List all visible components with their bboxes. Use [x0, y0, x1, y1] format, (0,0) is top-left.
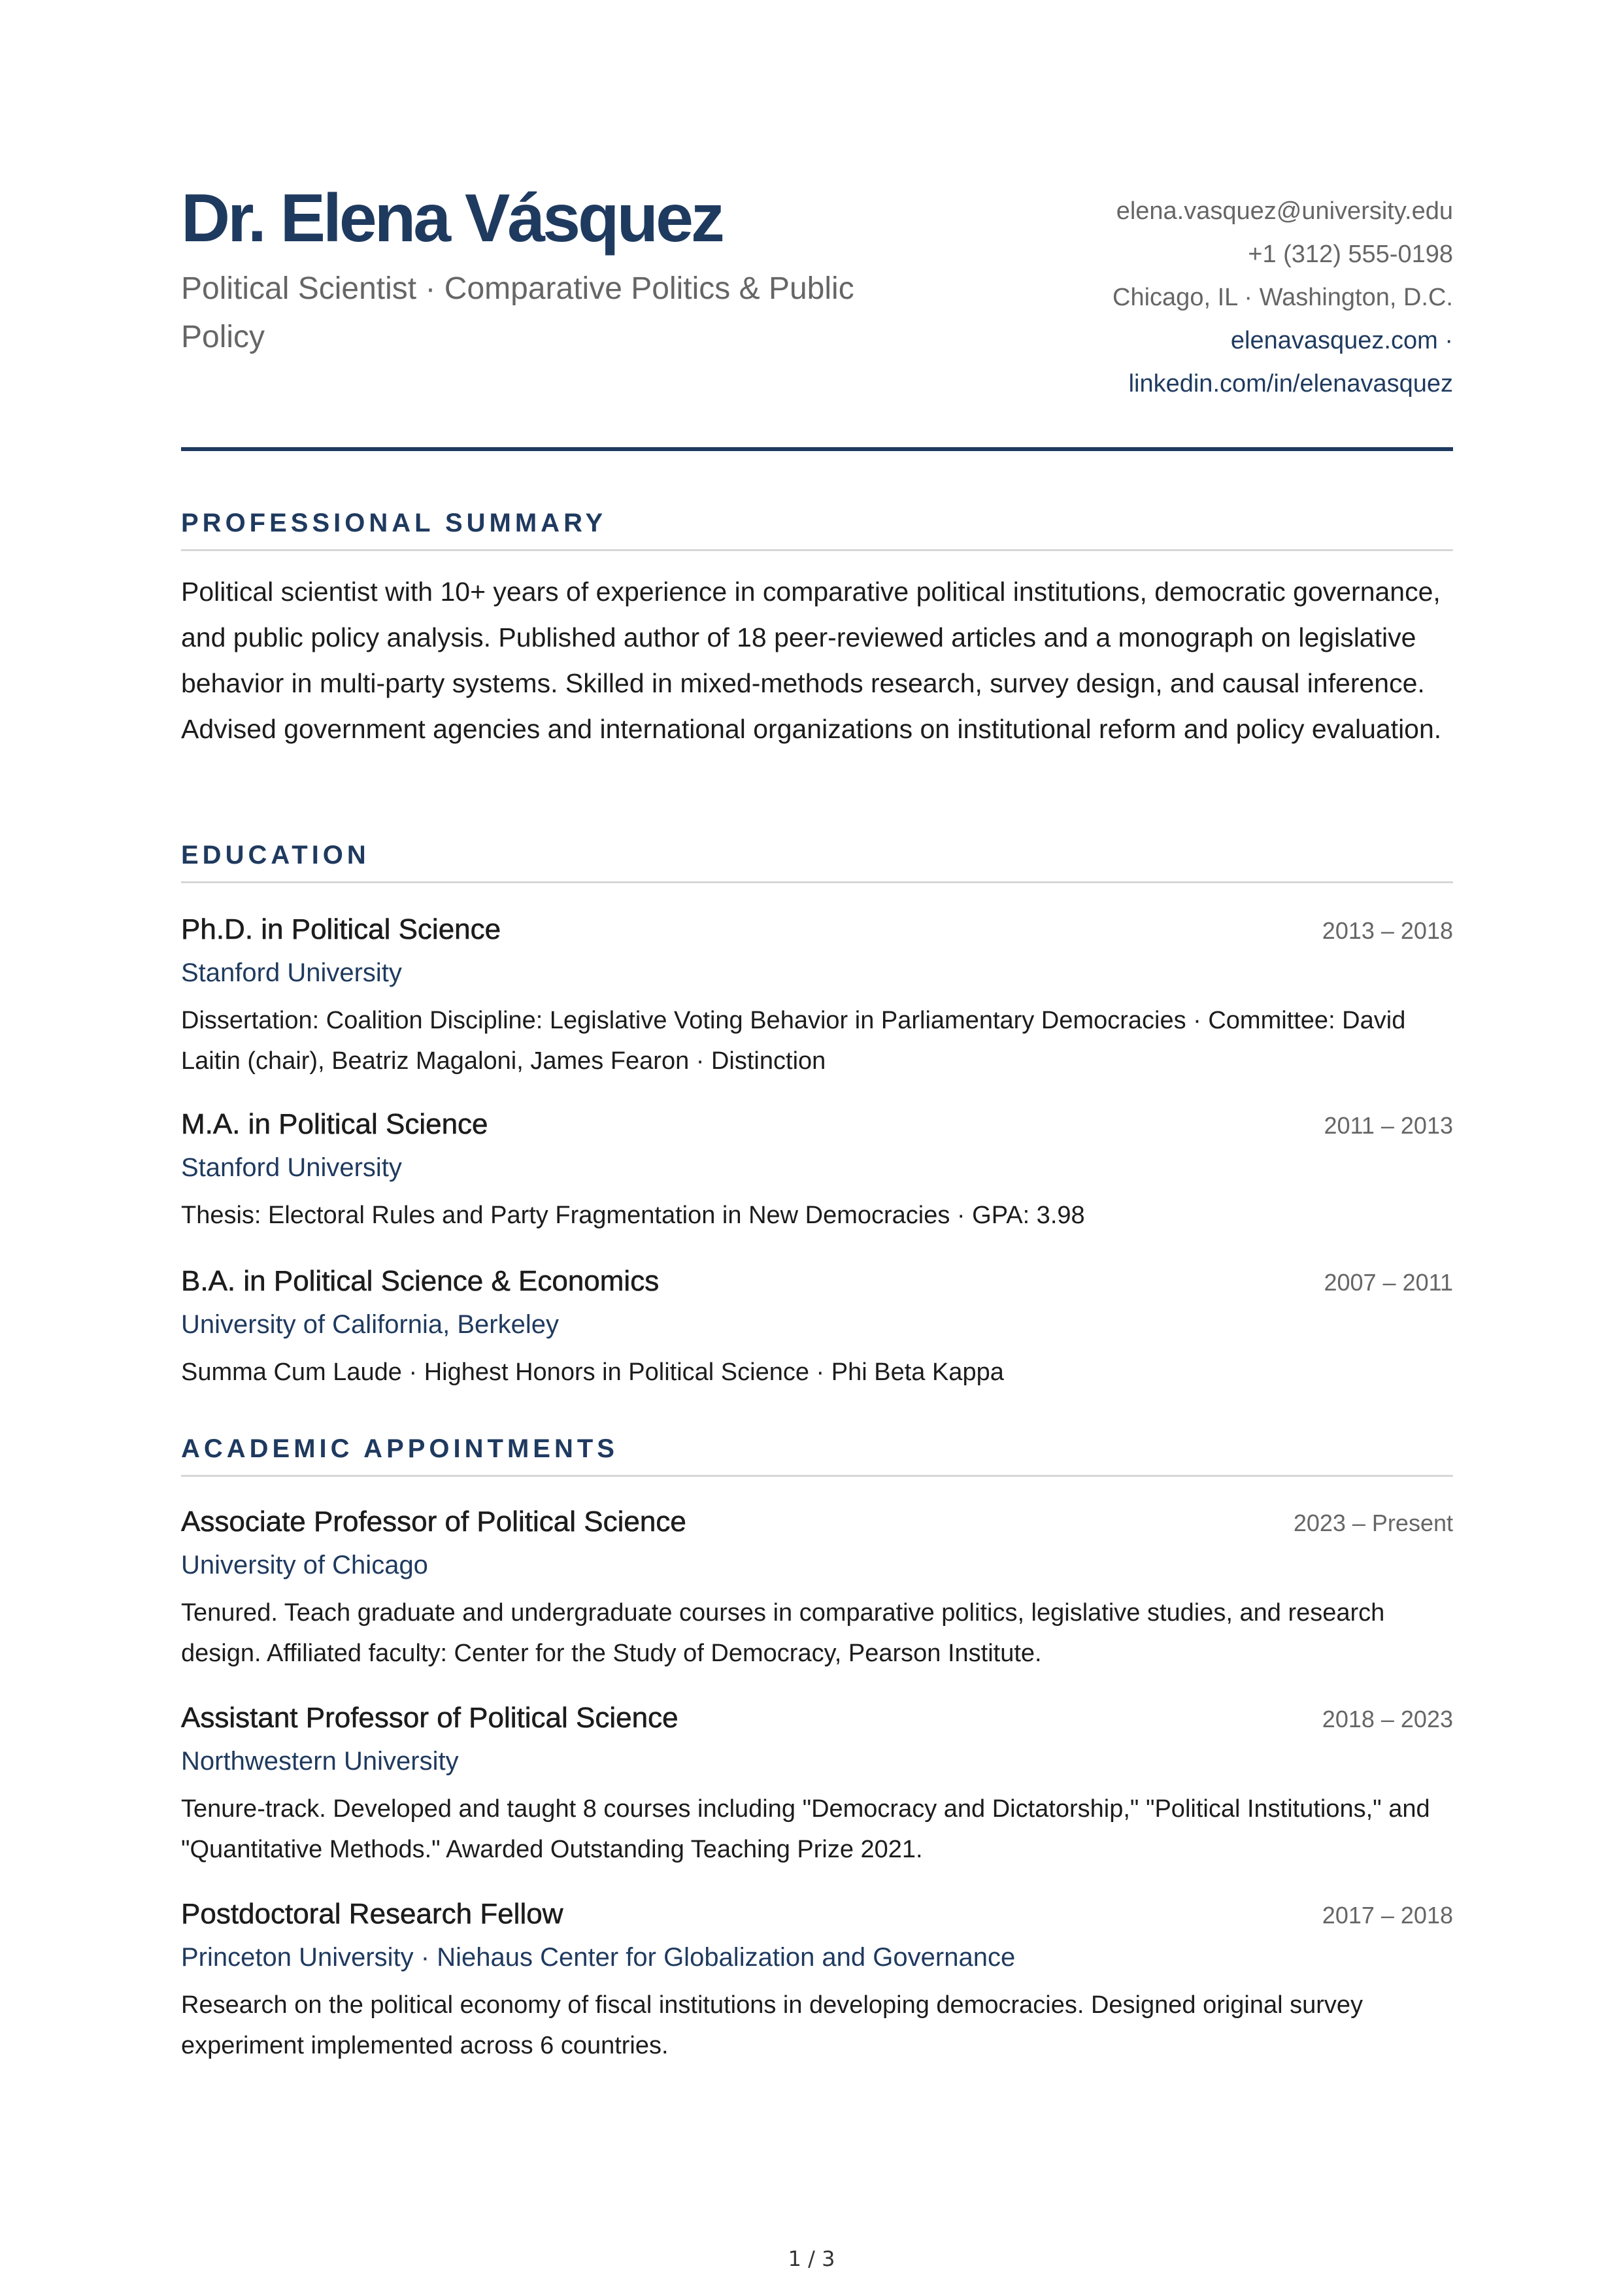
institution-name: Northwestern University: [181, 1747, 459, 1776]
summary-text: Political scientist with 10+ years of experience in comparative political institutions, democratic governance, and public policy analysis. Published author of 18 peer-reviewed articles and a monograph on legislative behavior in multi-party systems. Skilled in mixed-methods research, survey design, and causal inference. Advised government agencies and international organizations on institutional reform and policy evaluation.: [181, 577, 1442, 744]
institution-name: University of Chicago: [181, 1551, 428, 1579]
role-title: Associate Professor of Political Science: [181, 1506, 686, 1538]
education-section: [181, 842, 1453, 1404]
date-range: 2007 – 2011: [1324, 1269, 1453, 1296]
contact-website-link[interactable]: elenavasquez.com ·: [1230, 327, 1453, 354]
section-divider: [181, 881, 1453, 883]
appointment-details: Tenured. Teach graduate and undergraduate courses in comparative politics, legislative studies, and research design. Affiliated faculty: Center for the Study of Democracy, Pearson Institute.: [181, 1599, 1385, 1667]
section-title-education: EDUCATION: [181, 841, 370, 869]
date-range: 2023 – Present: [1293, 1510, 1453, 1536]
degree-title: M.A. in Political Science: [181, 1108, 488, 1140]
education-details: Thesis: Electoral Rules and Party Fragmentation in New Democracies · GPA: 3.98: [181, 1202, 1085, 1229]
education-details: Dissertation: Coalition Discipline: Legislative Voting Behavior in Parliamentary Democracies · Committee: David Laitin (chair), Beatriz Magaloni, James Fearon · Distinction: [181, 1007, 1406, 1075]
resume-header: [181, 0, 1453, 451]
appointment-details: Research on the political economy of fiscal institutions in developing democracies. Designed original survey experiment implemented across 6 countries.: [181, 1991, 1364, 2059]
candidate-tagline: Political Scientist · Comparative Politics & Public Policy: [181, 271, 854, 354]
role-title: Postdoctoral Research Fellow: [181, 1898, 563, 1930]
header-divider: [181, 447, 1453, 451]
contact-linkedin-link[interactable]: linkedin.com/in/elenavasquez: [1128, 370, 1453, 397]
date-range: 2011 – 2013: [1324, 1112, 1453, 1139]
date-range: 2013 – 2018: [1322, 917, 1453, 944]
education-entry: [181, 915, 1453, 1098]
role-title: Assistant Professor of Political Science: [181, 1702, 678, 1734]
appointment-entry: [181, 1900, 1453, 2083]
education-entry: [181, 1267, 1453, 1398]
resume-page: [181, 0, 1453, 2059]
candidate-name: Dr. Elena Vásquez: [181, 180, 722, 256]
page-indicator: 1 / 3: [788, 2246, 835, 2271]
degree-title: B.A. in Political Science & Economics: [181, 1265, 660, 1297]
date-range: 2018 – 2023: [1322, 1706, 1453, 1732]
contact-block: [865, 190, 1453, 405]
appointments-section: [181, 1436, 1453, 2089]
summary-section: [181, 510, 1453, 811]
institution-name: Princeton University · Niehaus Center for Globalization and Governance: [181, 1943, 1016, 1972]
education-details: Summa Cum Laude · Highest Honors in Political Science · Phi Beta Kappa: [181, 1359, 1004, 1386]
appointment-entry: [181, 1508, 1453, 1691]
section-divider: [181, 549, 1453, 551]
school-name: Stanford University: [181, 958, 402, 987]
section-divider: [181, 1475, 1453, 1477]
degree-title: Ph.D. in Political Science: [181, 913, 501, 945]
school-name: Stanford University: [181, 1153, 402, 1182]
education-entry: [181, 1110, 1453, 1241]
contact-location: Chicago, IL · Washington, D.C.: [1113, 284, 1453, 311]
appointment-entry: [181, 1704, 1453, 1887]
section-title-summary: PROFESSIONAL SUMMARY: [181, 509, 607, 537]
section-title-appointments: ACADEMIC APPOINTMENTS: [181, 1434, 618, 1463]
contact-phone: +1 (312) 555-0198: [1248, 241, 1453, 268]
school-name: University of California, Berkeley: [181, 1310, 559, 1339]
date-range: 2017 – 2018: [1322, 1902, 1453, 1929]
appointment-details: Tenure-track. Developed and taught 8 courses including "Democracy and Dictatorship," "Political Institutions," and "Quantitative Methods." Awarded Outstanding Teaching Prize 2021.: [181, 1795, 1430, 1863]
contact-email[interactable]: elena.vasquez@university.edu: [1116, 197, 1453, 225]
